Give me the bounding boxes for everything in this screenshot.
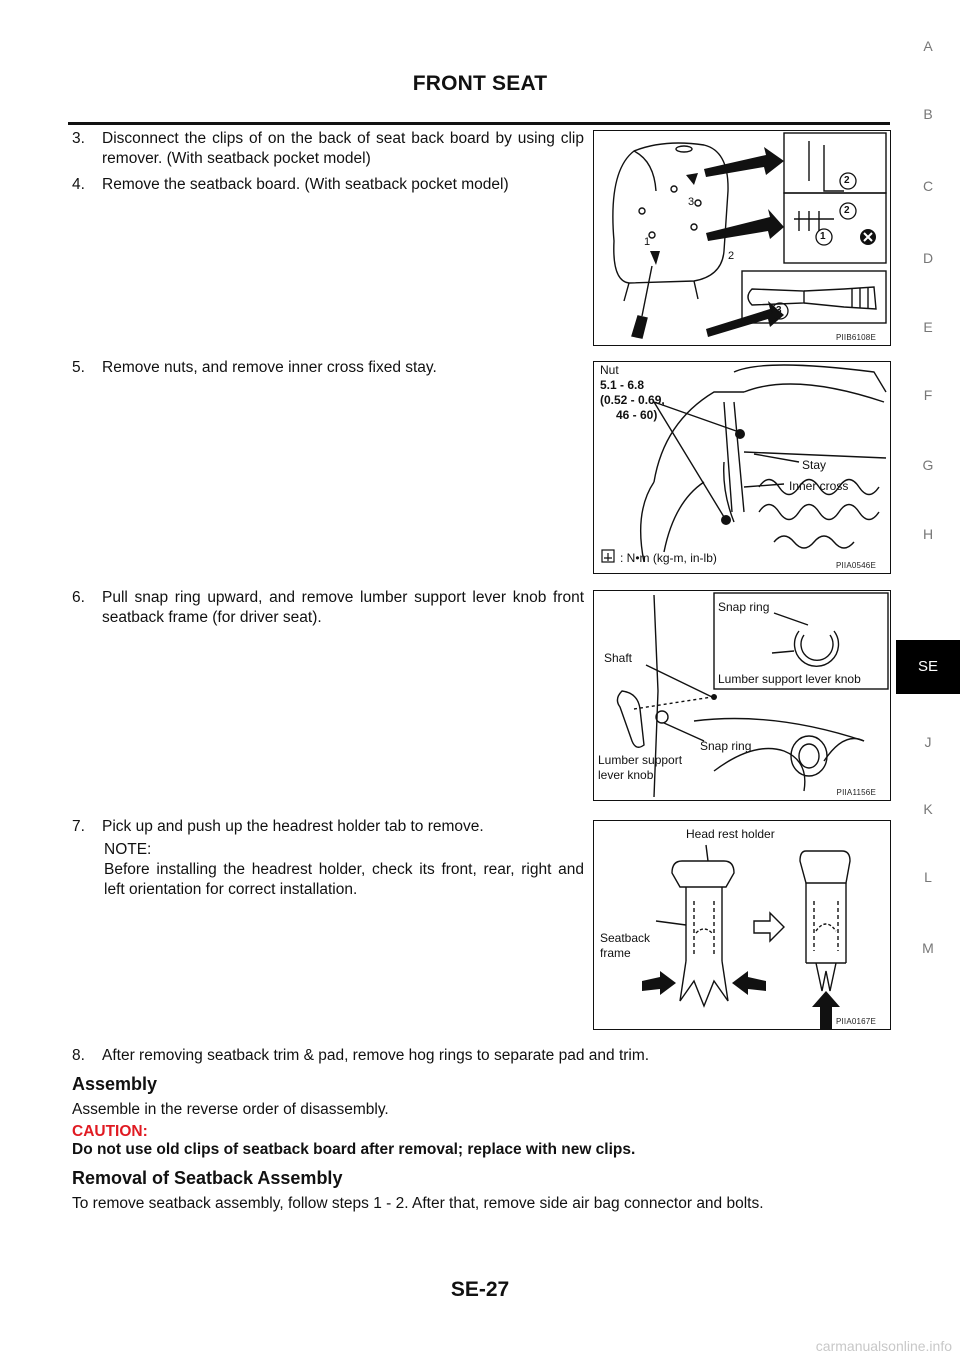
label-torque-2: (0.52 - 0.69,	[600, 393, 665, 407]
tab-m[interactable]: M	[922, 940, 934, 956]
callout-1: 1	[644, 236, 651, 248]
caution-text: Do not use old clips of seatback board after removal; replace with new clips.	[72, 1141, 636, 1158]
tab-k[interactable]: K	[923, 801, 933, 817]
step-text: Remove nuts, and remove inner cross fixed stay.	[102, 359, 437, 376]
figure-inner-cross-stay	[593, 361, 891, 574]
step-number: 7.	[72, 818, 85, 835]
step-3	[72, 129, 584, 169]
figure-code: PIIA1156E	[836, 788, 876, 797]
step-text: Pick up and push up the headrest holder tab to remove.	[102, 818, 484, 835]
label-headrest-holder: Head rest holder	[686, 827, 775, 841]
tab-b[interactable]: B	[923, 106, 933, 122]
page-title: FRONT SEAT	[412, 72, 548, 95]
label-torque-1: 5.1 - 6.8	[600, 378, 645, 392]
note-block	[104, 840, 584, 900]
label-torque-unit: : N•m (kg-m, in-lb)	[620, 551, 717, 565]
assembly-text: Assemble in the reverse order of disassembly.	[72, 1101, 389, 1118]
tab-g[interactable]: G	[922, 457, 934, 473]
inset-callout-2b: 2	[844, 205, 850, 216]
figure-seatback-board-clips	[593, 130, 891, 346]
tab-c[interactable]: C	[922, 178, 934, 194]
figure-headrest-holder	[593, 820, 891, 1030]
title-rule	[68, 122, 890, 125]
label-shaft: Shaft	[604, 651, 633, 665]
label-lumber-knob-2: lever knob	[598, 768, 654, 782]
tab-a[interactable]: A	[923, 38, 933, 54]
step-5	[72, 358, 584, 378]
label-snap-ring: Snap ring	[700, 739, 752, 753]
step-number: 8.	[72, 1047, 85, 1064]
step-number: 6.	[72, 589, 85, 606]
label-lumber-knob-1: Lumber support	[598, 753, 683, 767]
headrest-holder-illustration	[594, 821, 890, 1029]
label-inner-cross: Inner cross	[789, 479, 849, 493]
step-text: Remove the seatback board. (With seatback pocket model)	[102, 176, 509, 193]
step-text: Disconnect the clips of on the back of seat back board by using clip remover. (With seatback pocket model)	[102, 130, 584, 167]
step-text: After removing seatback trim & pad, remove hog rings to separate pad and trim.	[102, 1047, 650, 1064]
tab-e[interactable]: E	[923, 319, 933, 335]
label-seatback-frame-2: frame	[600, 946, 631, 960]
label-snap-ring-inset: Snap ring	[718, 600, 770, 614]
step-number: 5.	[72, 359, 85, 376]
inset-callout-2a: 2	[844, 175, 850, 186]
note-text: Before installing the headrest holder, check its front, rear, right and left orientation for correct installation.	[104, 861, 584, 898]
step-number: 3.	[72, 130, 85, 147]
seatback-board-illustration	[594, 131, 890, 345]
tab-se[interactable]: SE	[896, 640, 960, 694]
figure-code: PIIA0167E	[835, 1017, 876, 1026]
assembly-heading: Assembly	[72, 1074, 158, 1094]
tab-f[interactable]: F	[923, 387, 933, 403]
label-stay: Stay	[802, 458, 827, 472]
callout-2: 2	[728, 250, 735, 262]
removal-heading: Removal of Seatback Assembly	[72, 1168, 343, 1188]
step-6	[72, 588, 584, 628]
page-number: SE-27	[450, 1278, 510, 1301]
inset-callout-3: 3	[776, 305, 782, 316]
section-tabs	[896, 0, 960, 1358]
note-label: NOTE:	[104, 841, 152, 858]
step-text: Pull snap ring upward, and remove lumber support lever knob front seatback frame (for driver seat).	[102, 589, 584, 626]
step-4	[72, 175, 584, 195]
label-lumber-knob-inset: Lumber support lever knob	[718, 672, 861, 686]
tab-j[interactable]: J	[924, 734, 932, 750]
figure-code: PIIB6108E	[835, 333, 876, 342]
figure-code: PIIA0546E	[835, 561, 876, 570]
label-nut: Nut	[600, 363, 619, 377]
callout-3: 3	[688, 196, 695, 208]
tab-l[interactable]: L	[924, 869, 932, 885]
figure-lumber-support-lever	[593, 590, 891, 801]
removal-text: To remove seatback assembly, follow steps 1 - 2. After that, remove side air bag connector and bolts.	[72, 1195, 764, 1212]
inset-callout-1: 1	[820, 231, 826, 242]
step-7	[72, 817, 584, 837]
caution-label: CAUTION:	[72, 1123, 148, 1140]
watermark: carmanualsonline.info	[815, 1338, 952, 1354]
step-number: 4.	[72, 176, 85, 193]
tab-d[interactable]: D	[922, 250, 934, 266]
tab-h[interactable]: H	[922, 526, 934, 542]
step-8	[72, 1046, 892, 1066]
label-seatback-frame-1: Seatback	[600, 931, 651, 945]
label-torque-3: 46 - 60)	[616, 408, 658, 422]
